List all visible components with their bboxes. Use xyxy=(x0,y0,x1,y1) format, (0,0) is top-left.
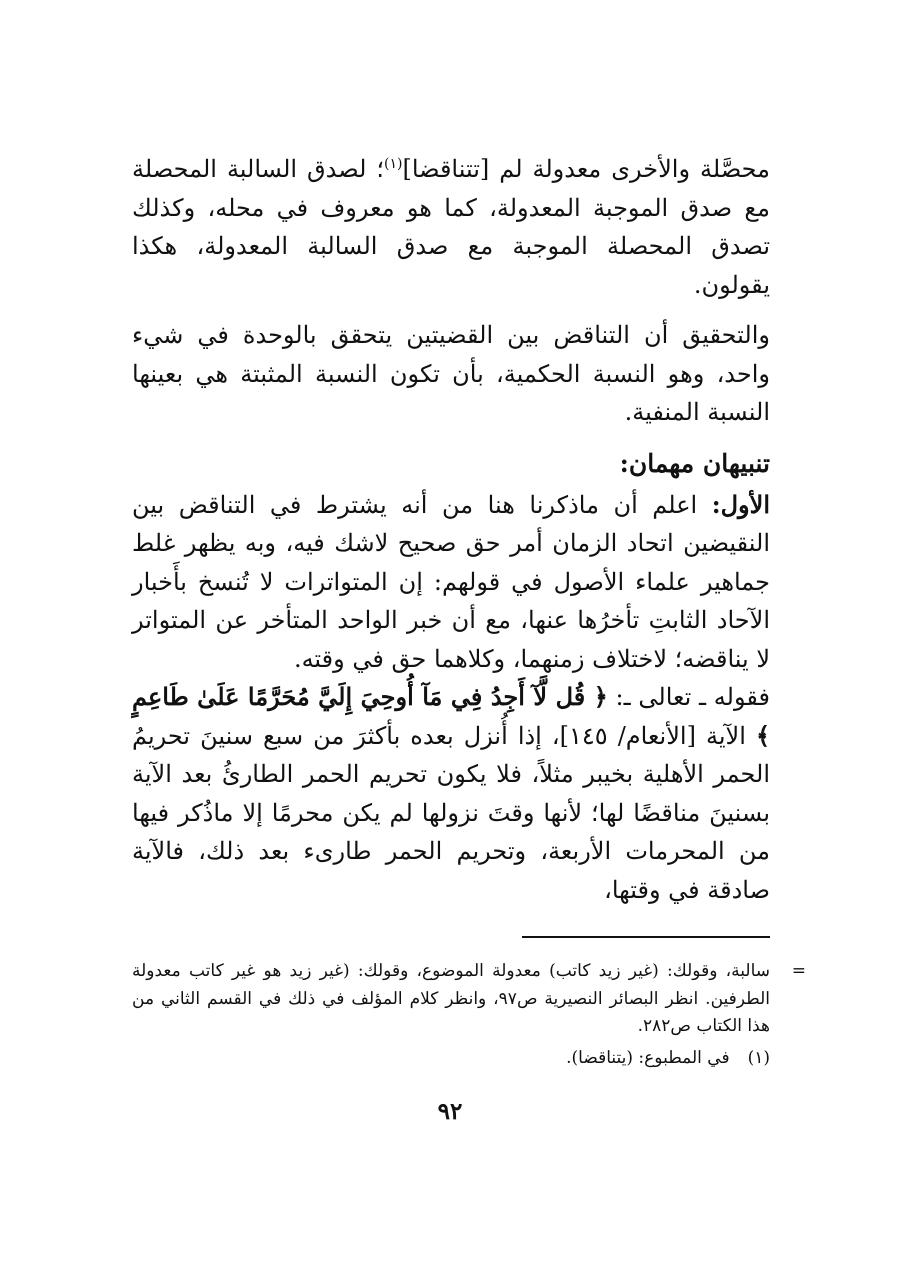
paragraph-4 xyxy=(132,678,770,909)
footnotes xyxy=(132,958,806,1072)
footnote-number: (١) xyxy=(747,1047,770,1068)
section-heading: تنبيهان مهمان: xyxy=(619,448,770,478)
footnote-continuation xyxy=(132,958,806,1041)
paragraph-1-part2: ؛ لصدق السالبة المحصلة مع صدق الموجبة المعدولة، كما هو معروف في محله، وكذلك تصدق المحصلة الموجبة مع صدق السالبة المعدولة، هكذا يقولون. xyxy=(132,155,770,299)
footnote-text: في المطبوع: (يتناقضا). xyxy=(566,1047,730,1068)
footnote-reference[interactable]: (١) xyxy=(383,156,403,172)
main-text xyxy=(132,150,770,909)
paragraph-2: والتحقيق أن التناقض بين القضيتين يتحقق بالوحدة في شيء واحد، وهو النسبة الحكمية، بأن تكون النسبة المثبتة هي بعينها النسبة المنفية. xyxy=(132,321,771,426)
paragraph-3-text: اعلم أن ماذكرنا هنا من أنه يشترط في التناقض بين النقيضين اتحاد الزمان أمر حق صحيح لاشك فيه، وبه يظهر غلط جماهير علماء الأصول في قولهم: إن المتواترات لا تُنسخ بأَخبار الآحاد الثابتِ تأخرُها عنها، مع أن خبر الواحد المتأخر عن المتواتر لا يناقضه؛ لاختلاف زمنهما، وكلاهما حق في وقته. xyxy=(132,490,770,673)
footnote-continuation-text: سالبة، وقولك: (غير زيد كاتب) معدولة الموضوع، وقولك: (غير زيد هو غير كاتب معدولة الطرفين. انظر البصائر النصيرية ص٩٧، وانظر كلام المؤلف في ذلك في القسم الثاني من هذا الكتاب ص٢٨٢. xyxy=(132,961,770,1036)
paragraph-4-rest: الآية [الأنعام/ ١٤٥]، إذا أُنزل بعده بأكثرَ من سبع سنينَ تحريمُ الحمر الأهلية بخيبر مثلاً، فلا يكون تحريم الحمر الطارئُ بعد الآية بسنينَ مناقضًا لها؛ لأنها وقتَ نزولها لم يكن محرمًا إلا ماذُكر فيها من المحرمات الأربعة، وتحريم الحمر طارىء بعد ذلك، فالآية صادقة في وقتها، xyxy=(132,721,770,904)
paragraph-1-part1: محصَّلة والأخرى معدولة لم [تتناقضا] xyxy=(402,155,770,183)
paragraph-4-intro: فقوله ـ تعالى ـ: xyxy=(607,683,771,711)
continuation-marker: = xyxy=(791,961,806,981)
paragraph-1 xyxy=(132,150,770,304)
paragraph-3 xyxy=(132,486,770,679)
page-number: ٩٢ xyxy=(437,1098,463,1125)
footnote-item xyxy=(132,1045,770,1073)
footnote-separator xyxy=(522,936,770,938)
paragraph-3-lead: الأول: xyxy=(711,489,770,519)
quran-verse: ﴿ قُل لَّآ أَجِدُ فِي مَآ أُوحِيَ إِلَيَّ مُحَرَّمًا عَلَىٰ طَاعِمٍ ﴾ xyxy=(132,682,770,750)
